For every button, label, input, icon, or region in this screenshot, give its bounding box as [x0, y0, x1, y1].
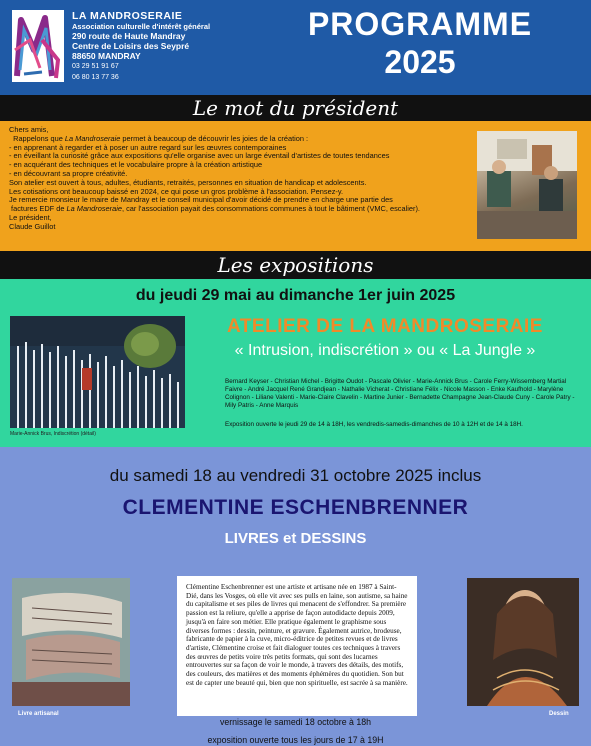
- message-line: Son atelier est ouvert à tous, adultes, étudiants, retraités, personnes en situation de handicap et adolescents.: [9, 177, 367, 187]
- expo2-subtitle: LIVRES et DESSINS: [224, 530, 367, 547]
- org-subtitle: Association culturelle d'intérêt général: [72, 22, 211, 31]
- message-line: Claude Guillot: [9, 221, 56, 231]
- organization-info: [72, 10, 210, 82]
- program-year: 2025: [384, 44, 456, 80]
- org-name: LA MANDROSERAIE: [72, 10, 183, 22]
- message-line: - en éveillant la curiosité grâce aux expositions qu'elle organise avec un large éventail d'artistes de toutes tendances: [9, 151, 390, 161]
- exposition-1: [0, 279, 591, 447]
- message-line: - en découvrant sa propre créativité.: [9, 168, 128, 178]
- message-line: Les cotisations ont beaucoup baissé en 2024, ce qui pose un gros problème à l'association. Pensez-y.: [9, 186, 344, 196]
- president-heading: Le mot du président: [0, 95, 591, 121]
- phone-number: 06 80 13 77 36: [72, 73, 119, 81]
- message-line: - en acquérant des techniques et le vocabulaire propre à la création artistique: [9, 160, 263, 170]
- artists-list: Bernard Keyser - Christian Michel - Brigitte Oudot - Pascale Olivier - Marie-Annick Brus - Carole Ferry-Wissemberg Martial Faivre - André Jacquel René Grandjean - Nathalie Vicherat - Christiane Félix - Nicole Masson - Enke Kaufhold - Marylène Colignon - Liliane Valenti - Marie-Claire Clavelin - Martine Junier - Bernadette Champagne Jean-Claude Cuny - Carole Patry - Mily Patris - Anne Marquis: [225, 378, 575, 409]
- expo1-title: ATELIER DE LA MANDROSERAIE: [227, 316, 543, 337]
- expo1-subtitle: « Intrusion, indiscrétion » ou « La Jungle »: [234, 342, 536, 359]
- address-line: 88650 MANDRAY: [72, 51, 141, 61]
- program-title: [270, 6, 570, 82]
- mandroseraie-logo: [12, 10, 64, 82]
- president-section: [0, 121, 591, 251]
- address-line: Centre de Loisirs des Seypré: [72, 41, 190, 51]
- expo2-opening-hours: exposition ouverte tous les jours de 17 à 19H: [207, 735, 384, 745]
- portrait-drawing: [467, 578, 579, 706]
- expositions-heading: Les expositions: [0, 251, 591, 279]
- drawing-caption: Dessin: [549, 711, 569, 717]
- president-message: [9, 126, 469, 232]
- expo1-dates: du jeudi 29 mai au dimanche 1er juin 2025: [135, 287, 456, 304]
- book-caption: Livre artisanal: [18, 711, 59, 717]
- message-line: Rappelons que La Mandroseraie permet à beaucoup de découvrir les joies de la création :: [9, 133, 309, 143]
- expo2-artist: CLEMENTINE ESCHENBRENNER: [122, 496, 469, 519]
- expo2-dates: du samedi 18 au vendredi 31 octobre 2025 inclus: [109, 466, 482, 485]
- expo1-opening-hours: Exposition ouverte le jeudi 29 de 14 à 18H, les vendredis-samedis-dimanches de 10 à 12H et de 14 à 18H.: [225, 421, 523, 428]
- painting-image: [10, 316, 185, 428]
- message-line: Je remercie monsieur le maire de Mandray et le conseil municipal d'avoir décidé de prendre en charge une partie des: [9, 195, 393, 205]
- vernissage-info: vernissage le samedi 18 octobre à 18h: [219, 717, 372, 727]
- header: [0, 0, 591, 95]
- message-line: - en apprenant à regarder et à poser un autre regard sur les œuvres contemporaines: [9, 142, 287, 152]
- message-line: Le président,: [9, 212, 52, 222]
- workshop-photo: [477, 131, 577, 239]
- book-image: [12, 578, 130, 706]
- program-heading: PROGRAMME: [307, 6, 533, 42]
- artist-bio: Clémentine Eschenbrenner est une artiste et artisane née en 1987 à Saint-Dié, dans les Vosges, où elle vit avec ses pulls en laine, son autisme, sa haine du capitalisme et ses piles de livres qui menacent de s'effondrer. Sa première passion est la reliure, qu'elle a apprise de façon autodidacte depuis 2009, jusqu'à en faire son métier. Elle pratique également le graphisme sous diverses formes : dessin, peinture, et gravure. Également autrice, brodeuse, fabricante de papier à la cuve, micro-éditrice de petites revues et de livres d'artiste, Clémentine croise et fait dialoguer toutes ces techniques à travers des œuvres de petits voire très petits formats, qui sont des lucarnes entrouvertes sur sa façon de voir le monde, à travers des détails, des motifs, des couleurs, des matières et des moments éphémères du quotidien. Son but est de capter une beauté qui, bien que non spirituelle, est sacrée à sa manière.: [177, 576, 417, 716]
- phone-number: 03 29 51 91 67: [72, 63, 119, 70]
- message-line: Chers amis,: [9, 125, 49, 134]
- message-line: factures EDF de La Mandroseraie, car l'association payait des consommations communes à tout le bâtiment (VMC, escalier).: [9, 204, 420, 214]
- address-line: 290 route de Haute Mandray: [72, 31, 186, 41]
- painting-caption: Marie-Annick Brus, Indiscrétion (détail): [10, 431, 96, 437]
